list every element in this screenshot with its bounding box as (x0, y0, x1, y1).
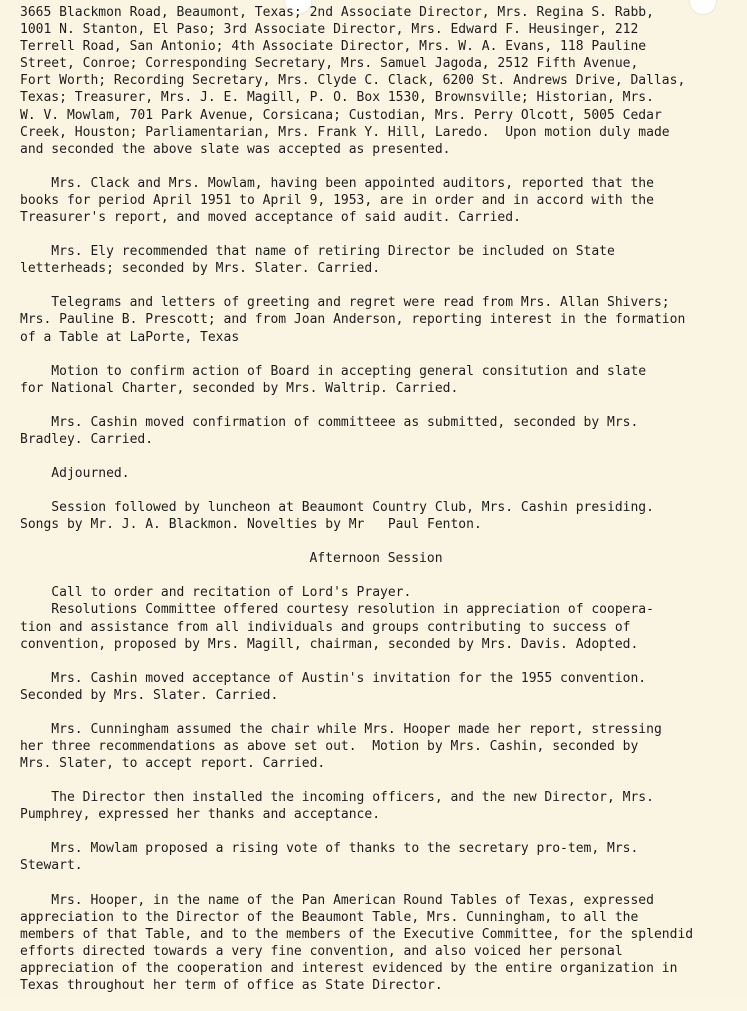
paragraph (20, 414, 732, 448)
text-line: books for period April 1951 to April 9, 1953, are in order and in accord with the (20, 192, 654, 208)
paragraph (20, 892, 732, 995)
text-line: Fort Worth; Recording Secretary, Mrs. Clyde C. Clack, 6200 St. Andrews Drive, Dallas, (20, 73, 686, 89)
morning-session-section (20, 4, 732, 533)
text-line: Call to order and recitation of Lord's Prayer. (20, 585, 412, 601)
text-line: Mrs. Cashin moved acceptance of Austin's invitation for the 1955 convention. (20, 670, 647, 686)
paragraph (20, 175, 732, 226)
text-line: Seconded by Mrs. Slater. Carried. (20, 687, 279, 703)
text-line: Session followed by luncheon at Beaumont Country Club, Mrs. Cashin presiding. (20, 500, 654, 516)
text-line: Motion to confirm action of Board in accepting general consitution and slate (20, 363, 647, 379)
text-line: Mrs. Cunningham assumed the chair while Mrs. Hooper made her report, stressing (20, 721, 662, 737)
text-line: Telegrams and letters of greeting and regret were read from Mrs. Allan Shivers; (20, 295, 670, 311)
text-line: appreciation to the Director of the Beaumont Table, Mrs. Cunningham, to all the (20, 909, 639, 925)
paragraph (20, 670, 732, 704)
text-line: Mrs. Pauline B. Prescott; and from Joan Anderson, reporting interest in the formation (20, 312, 686, 328)
text-line: Resolutions Committee offered courtesy resolution in appreciation of coopera- (20, 602, 654, 618)
text-line: tion and assistance from all individuals and groups contributing to success of (20, 619, 631, 635)
text-line: Street, Conroe; Corresponding Secretary, Mrs. Samuel Jagoda, 2512 Fifth Avenue, (20, 56, 639, 72)
text-line: Pumphrey, expressed her thanks and acceptance. (20, 807, 381, 823)
text-line: 1001 N. Stanton, El Paso; 3rd Associate Director, Mrs. Edward F. Heusinger, 212 (20, 22, 639, 38)
text-line: and seconded the above slate was accepted as presented. (20, 141, 451, 157)
paragraph (20, 499, 732, 533)
text-line: Mrs. Cashin moved confirmation of committeee as submitted, seconded by Mrs. (20, 414, 639, 430)
text-line: Texas throughout her term of office as State Director. (20, 978, 443, 994)
afternoon-session-heading: Afternoon Session (309, 551, 443, 567)
paragraph (20, 789, 732, 823)
text-line: Mrs. Hooper, in the name of the Pan American Round Tables of Texas, expressed (20, 892, 654, 908)
document-body (20, 4, 732, 1011)
text-line: for National Charter, seconded by Mrs. Waltrip. Carried. (20, 380, 459, 396)
afternoon-session-section (20, 584, 732, 994)
paragraph (20, 363, 732, 397)
text-line: Adjourned. (20, 465, 130, 481)
text-line: letterheads; seconded by Mrs. Slater. Carried. (20, 261, 381, 277)
text-line: Stewart. (20, 858, 83, 874)
text-line: Treasurer's report, and moved acceptance of said audit. Carried. (20, 210, 521, 226)
text-line: Terrell Road, San Antonio; 4th Associate Director, Mrs. W. A. Evans, 118 Pauline (20, 39, 647, 55)
paragraph (20, 243, 732, 277)
text-line: Mrs. Clack and Mrs. Mowlam, having been appointed auditors, reported that the (20, 175, 654, 191)
text-line: convention, proposed by Mrs. Magill, chairman, seconded by Mrs. Davis. Adopted. (20, 636, 639, 652)
text-line: Mrs. Mowlam proposed a rising vote of thanks to the secretary pro-tem, Mrs. (20, 841, 639, 857)
paragraph (20, 4, 732, 158)
text-line: 3665 Blackmon Road, Beaumont, Texas; 2nd Associate Director, Mrs. Regina S. Rabb, (20, 5, 654, 20)
text-line: Mrs. Slater, to accept report. Carried. (20, 756, 326, 772)
text-line: efforts directed towards a very fine convention, and also voiced her personal (20, 943, 623, 959)
text-line: members of that Table, and to the members of the Executive Committee, for the splendid (20, 926, 694, 942)
text-line: her three recommendations as above set out. Motion by Mrs. Cashin, seconded by (20, 739, 639, 754)
text-line: appreciation of the cooperation and interest evidenced by the entire organization in (20, 960, 678, 976)
text-line: Texas; Treasurer, Mrs. J. E. Magill, P. O. Box 1530, Brownsville; Historian, Mrs. (20, 90, 654, 106)
paragraph (20, 584, 732, 601)
text-line: W. V. Mowlam, 701 Park Avenue, Corsicana; Custodian, Mrs. Perry Olcott, 5005 Cedar (20, 107, 662, 123)
text-line: The Director then installed the incoming officers, and the new Director, Mrs. (20, 790, 654, 806)
text-line: Bradley. Carried. (20, 431, 154, 447)
text-line: Creek, Houston; Parliamentarian, Mrs. Frank Y. Hill, Laredo. Upon motion duly made (20, 124, 670, 140)
paragraph (20, 601, 732, 652)
text-line: Songs by Mr. J. A. Blackmon. Novelties by Mr Paul Fenton. (20, 517, 482, 533)
paragraph (20, 721, 732, 772)
paragraph (20, 294, 732, 345)
text-line: Mrs. Ely recommended that name of retiring Director be included on State (20, 244, 615, 260)
text-line: of a Table at LaPorte, Texas (20, 329, 240, 345)
paragraph (20, 840, 732, 874)
paragraph (20, 465, 732, 482)
